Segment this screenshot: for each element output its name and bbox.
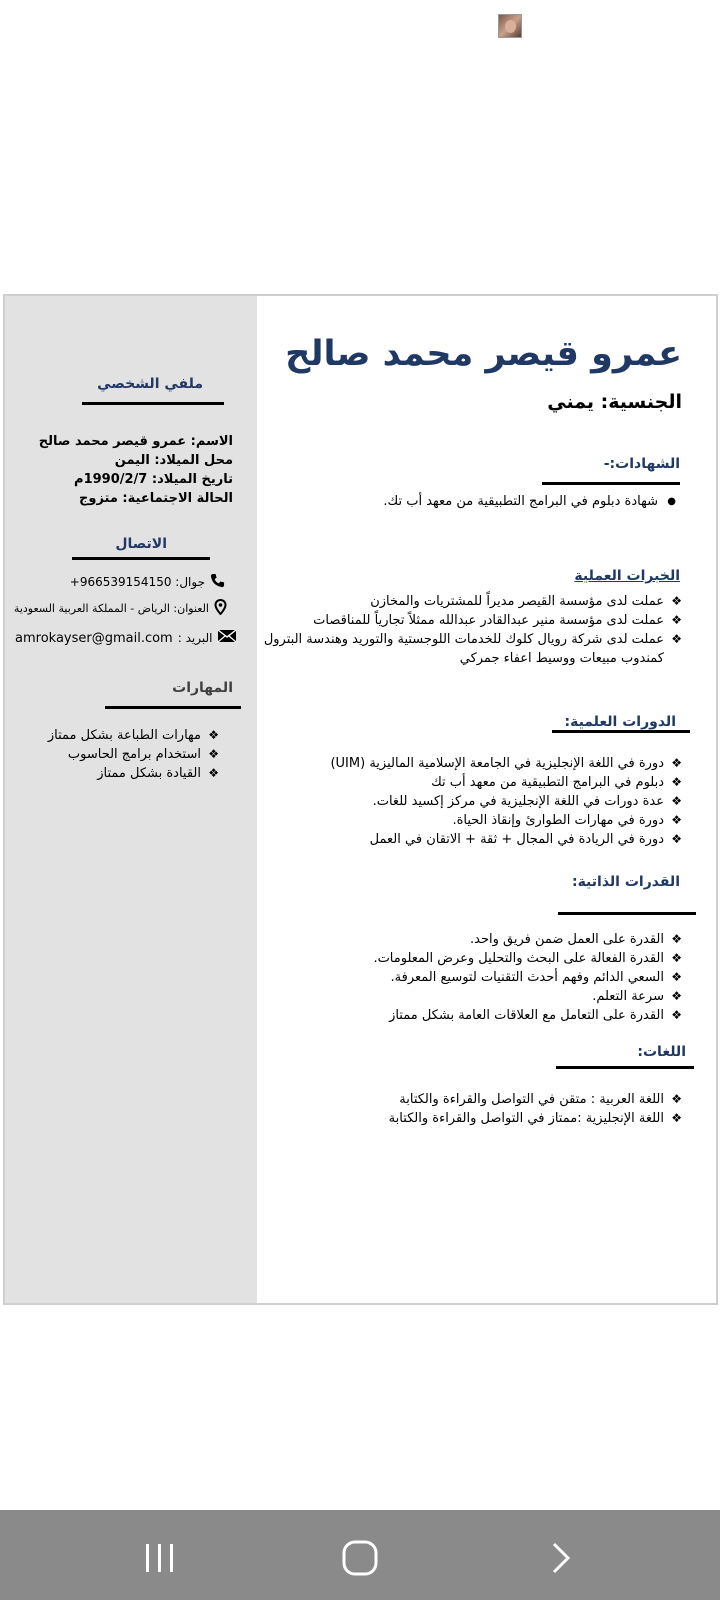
list-item: ❖ السعي الدائم وفهم أحدث التقنيات لتوسيع المعرفة. bbox=[390, 970, 682, 985]
list-item: ❖ اللغة العربية : متقن في التواصل والقراءة والكتابة bbox=[399, 1092, 682, 1107]
list-item: ❖ دورة في مهارات الطوارئ وإنقاذ الحياة. bbox=[452, 813, 682, 828]
profile-divider bbox=[82, 402, 224, 405]
courses-divider bbox=[552, 730, 690, 733]
list-item: ❖ عملت لدى مؤسسة منير عبدالقادر عبدالله ممثلاً تجارياً للمناقصات bbox=[313, 613, 682, 628]
list-item: ❖ استخدام برامج الحاسوب bbox=[67, 747, 219, 762]
recent-apps-button[interactable] bbox=[140, 1538, 180, 1578]
location-pin-icon bbox=[214, 599, 227, 618]
email-label: البريد : bbox=[177, 631, 213, 645]
personal-info bbox=[39, 432, 233, 508]
email-value[interactable]: amrokayser@gmail.com bbox=[15, 630, 173, 646]
certificates-list bbox=[383, 492, 680, 511]
back-button[interactable] bbox=[540, 1538, 580, 1578]
abilities-divider bbox=[558, 912, 696, 915]
profile-title: ملفي الشخصي bbox=[97, 376, 203, 392]
avatar[interactable] bbox=[498, 14, 522, 38]
mail-icon bbox=[217, 629, 237, 647]
list-item: ❖ مهارات الطباعة بشكل ممتاز bbox=[47, 728, 219, 743]
languages-divider bbox=[556, 1066, 694, 1069]
contact-phone: جوال: 966539154150+ bbox=[70, 573, 225, 591]
contact-email bbox=[15, 629, 237, 647]
list-item: ❖ سرعة التعلم. bbox=[592, 989, 682, 1004]
list-item: ● شهادة دبلوم في البرامج التطبيقية من معهد أب تك. bbox=[383, 494, 676, 509]
section-title-abilities: القدرات الذاتية: bbox=[571, 874, 680, 890]
list-item: ❖ القيادة بشكل ممتاز bbox=[97, 766, 219, 781]
personal-name: الاسم: عمرو قيصر محمد صالح bbox=[38, 434, 233, 449]
contact-title: الاتصال bbox=[115, 536, 167, 552]
abilities-list bbox=[373, 930, 686, 1025]
list-item: ❖ عملت لدى شركة رويال كلوك للخدمات اللوجستية والتوريد وهندسة البترول كمندوب مبيعات ووسيط اعفاء جمركي bbox=[263, 632, 682, 666]
cv-page bbox=[3, 294, 718, 1305]
certificates-divider bbox=[542, 482, 680, 485]
courses-list bbox=[330, 754, 686, 849]
section-title-certificates: الشهادات:- bbox=[603, 456, 680, 472]
experience-list bbox=[263, 592, 686, 668]
list-item: ❖ القدرة على العمل ضمن فريق واحد. bbox=[469, 932, 682, 947]
skills-divider bbox=[105, 706, 241, 709]
list-item: ❖ اللغة الإنجليزية :ممتاز في التواصل والقراءة والكتابة bbox=[388, 1111, 682, 1126]
list-item: ❖ دبلوم في البرامج التطبيقية من معهد أب تك bbox=[431, 775, 682, 790]
skills-title: المهارات bbox=[172, 680, 233, 696]
list-item: ❖ عملت لدى مؤسسة القيصر مديراً للمشتريات والمخازن bbox=[370, 594, 682, 609]
personal-birthplace: محل الميلاد: اليمن bbox=[114, 453, 233, 468]
cv-nationality: الجنسية: يمني bbox=[547, 391, 682, 413]
list-item: ❖ دورة في الريادة في المجال + ثقة + الاتقان في العمل bbox=[369, 832, 682, 847]
personal-marital-status: الحالة الاجتماعية: متزوج bbox=[79, 491, 233, 506]
section-title-languages: اللغات: bbox=[637, 1044, 686, 1060]
list-item: ❖ القدرة الفعالة على البحث والتحليل وعرض المعلومات. bbox=[373, 951, 682, 966]
home-button[interactable] bbox=[340, 1538, 380, 1578]
phone-icon bbox=[210, 573, 225, 591]
contact-address: العنوان: الرياض - المملكة العربية السعودية bbox=[14, 599, 227, 618]
list-item: ❖ دورة في اللغة الإنجليزية في الجامعة الإسلامية الماليزية (UIM) bbox=[330, 756, 682, 771]
list-item: ❖ عدة دورات في اللغة الإنجليزية في مركز إكسيد للغات. bbox=[372, 794, 682, 809]
contact-divider bbox=[72, 557, 210, 560]
section-title-experience: الخبرات العملية bbox=[574, 568, 680, 584]
cv-sidebar bbox=[5, 296, 257, 1303]
cv-name: عمرو قيصر محمد صالح bbox=[285, 334, 682, 374]
personal-birthdate: تاريخ الميلاد: 1990/2/7م bbox=[74, 472, 233, 487]
skills-list bbox=[48, 726, 223, 783]
cv-main bbox=[257, 296, 716, 1303]
section-title-courses: الدورات العلمية: bbox=[564, 714, 676, 730]
list-item: ❖ القدرة على التعامل مع العلاقات العامة بشكل ممتاز bbox=[389, 1008, 682, 1023]
languages-list bbox=[389, 1090, 686, 1128]
system-nav-bar bbox=[0, 1510, 720, 1600]
